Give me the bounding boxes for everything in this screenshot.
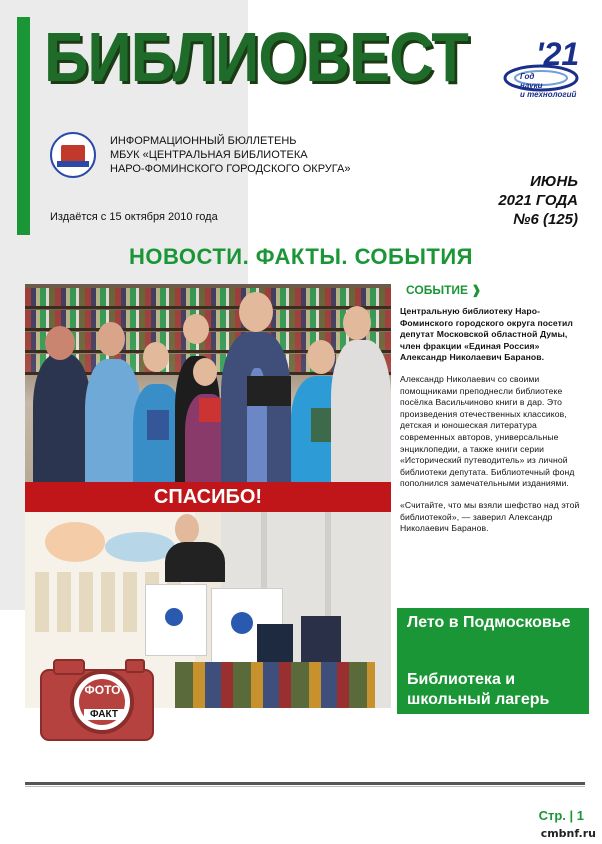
year-logo-text: Год науки и технологий (520, 72, 577, 99)
masthead-title: БИБЛИОВЕСТ (44, 18, 469, 96)
camera-label-bottom: ФАКТ (84, 709, 124, 720)
contents-item-camp[interactable]: Библиотека и школьный лагерь (407, 671, 550, 708)
year-logo-number: '21 (536, 36, 580, 72)
article-paragraph-3: «Считайте, что мы взяли шефство над этой библиотекой», — заверил Александр Николаевич Баранов. (400, 499, 580, 534)
bulletin-line-2: МБУК «ЦЕНТРАЛЬНАЯ БИБЛИОТЕКА (110, 149, 308, 161)
contents-item-summer[interactable]: Лето в Подмосковье (407, 614, 571, 631)
event-label: СОБЫТИЕ ❱ (406, 283, 482, 297)
footer-divider-shadow (25, 786, 585, 787)
site-watermark: cmbnf.ru (540, 827, 596, 840)
bulletin-publisher (110, 134, 350, 176)
page-number: Стр. | 1 (538, 808, 584, 823)
photo-fact-camera-icon (40, 654, 154, 742)
article-text (400, 306, 586, 545)
library-group-photo (25, 284, 391, 482)
banner-text: СПАСИБО! (153, 486, 263, 508)
camera-label-top: ФОТО (84, 683, 121, 697)
issue-year: 2021 ГОДА (498, 192, 578, 209)
article-lead: Центральную библиотеку Наро-Фоминского городского округа посетил депутат Московской областной Думы, член фракции «Единая Россия» Александр Николаевич Баранов. (400, 306, 573, 363)
issue-month: ИЮНЬ (530, 173, 578, 190)
library-emblem-icon (50, 132, 96, 178)
published-since: Издаётся с 15 октября 2010 года (50, 211, 218, 223)
footer-divider (25, 782, 585, 785)
issue-info (498, 172, 578, 229)
article-paragraph-2: Александр Николаевич со своими помощниками преподнесли библиотеке посёлка Васильчиново книги в дар. Это произведения отечественных классиков, детская и юношеская литература современных авторов, универсальные энциклопедии, а также книги серии «Исторический путеводитель» из личной библиотеки депутата. Библиотечный фонд пополнился замечательными изданиями. (400, 373, 575, 489)
contents-box (397, 608, 589, 714)
masthead-accent-bar (17, 17, 30, 235)
bulletin-line-1: ИНФОРМАЦИОННЫЙ БЮЛЛЕТЕНЬ (110, 135, 297, 147)
bulletin-line-3: НАРО-ФОМИНСКОГО ГОРОДСКОГО ОКРУГА» (110, 163, 351, 175)
issue-number: №6 (125) (513, 211, 578, 228)
thanks-banner (25, 482, 391, 512)
section-title: НОВОСТИ. ФАКТЫ. СОБЫТИЯ (129, 244, 473, 269)
